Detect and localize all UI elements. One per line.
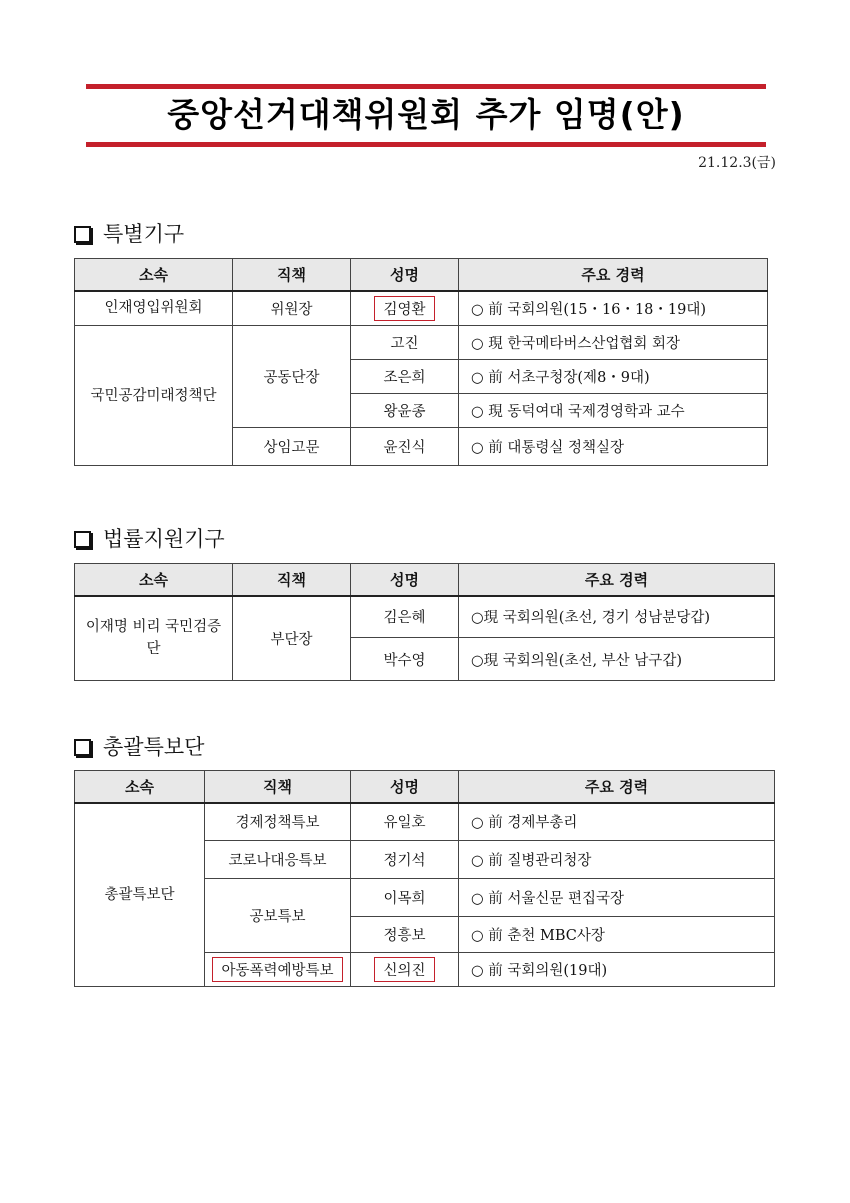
col-header-name: 성명	[351, 259, 459, 291]
name-cell: 정기석	[351, 841, 459, 879]
position-cell: 부단장	[233, 596, 351, 681]
name-cell: 윤진식	[351, 428, 459, 466]
career-cell: ○ 前 국회의원(19대)	[459, 953, 775, 987]
table-special	[74, 258, 768, 466]
career-cell: ○ 前 국회의원(15・16・18・19대)	[459, 291, 768, 326]
col-header-career: 주요 경력	[459, 771, 775, 803]
table-legal	[74, 563, 775, 681]
table-row	[75, 326, 768, 360]
career-cell: ○現 국회의원(초선, 부산 남구갑)	[459, 638, 775, 681]
table-row	[75, 291, 768, 326]
col-header-position: 직책	[205, 771, 351, 803]
career-cell: ○ 前 춘천 MBC사장	[459, 917, 775, 953]
col-header-name: 성명	[351, 771, 459, 803]
checkbox-square-icon	[74, 531, 91, 548]
col-header-affiliation: 소속	[75, 771, 205, 803]
section-heading-special	[74, 218, 184, 248]
section-heading-label: 법률지원기구	[103, 527, 225, 551]
section-heading-label: 총괄특보단	[103, 735, 205, 759]
position-cell	[205, 953, 351, 987]
name-cell: 유일호	[351, 803, 459, 841]
highlighted-position: 아동폭력예방특보	[212, 957, 342, 982]
highlighted-name: 김영환	[374, 296, 434, 321]
title-block	[86, 84, 766, 147]
career-cell: ○ 前 질병관리청장	[459, 841, 775, 879]
career-cell: ○ 現 동덕여대 국제경영학과 교수	[459, 394, 768, 428]
col-header-position: 직책	[233, 564, 351, 596]
checkbox-square-icon	[74, 739, 91, 756]
name-cell: 왕윤종	[351, 394, 459, 428]
col-header-name: 성명	[351, 564, 459, 596]
name-cell: 고진	[351, 326, 459, 360]
career-cell: ○ 前 대통령실 정책실장	[459, 428, 768, 466]
position-cell: 상임고문	[233, 428, 351, 466]
career-cell: ○現 국회의원(초선, 경기 성남분당갑)	[459, 596, 775, 638]
position-cell: 공동단장	[233, 326, 351, 428]
col-header-affiliation: 소속	[75, 564, 233, 596]
col-header-affiliation: 소속	[75, 259, 233, 291]
checkbox-square-icon	[74, 226, 91, 243]
col-header-career: 주요 경력	[459, 564, 775, 596]
name-cell: 정흥보	[351, 917, 459, 953]
affiliation-cell: 국민공감미래정책단	[75, 326, 233, 466]
name-cell	[351, 291, 459, 326]
section-heading-special-aides	[74, 731, 204, 761]
col-header-career: 주요 경력	[459, 259, 768, 291]
name-cell: 김은혜	[351, 596, 459, 638]
name-cell: 조은희	[351, 360, 459, 394]
affiliation-cell: 총괄특보단	[75, 803, 205, 987]
name-cell	[351, 953, 459, 987]
highlighted-name: 신의진	[374, 957, 434, 982]
career-cell: ○ 前 서초구청장(제8・9대)	[459, 360, 768, 394]
title-bottom-rule	[86, 142, 766, 147]
table-special-aides	[74, 770, 775, 987]
career-cell: ○ 前 경제부총리	[459, 803, 775, 841]
section-heading-label: 특별기구	[103, 222, 185, 246]
col-header-position: 직책	[233, 259, 351, 291]
section-heading-legal	[74, 523, 225, 553]
page-title: 중앙선거대책위원회 추가 임명(안)	[167, 95, 685, 134]
career-cell: ○ 前 서울신문 편집국장	[459, 879, 775, 917]
document-date: 21.12.3(금)	[698, 155, 776, 171]
position-cell: 코로나대응특보	[205, 841, 351, 879]
table-row	[75, 596, 775, 638]
affiliation-cell: 인재영입위원회	[75, 291, 233, 326]
position-cell: 공보특보	[205, 879, 351, 953]
table-row	[75, 803, 775, 841]
position-cell: 위원장	[233, 291, 351, 326]
affiliation-cell: 이재명 비리 국민검증단	[75, 596, 233, 681]
position-cell: 경제정책특보	[205, 803, 351, 841]
name-cell: 박수영	[351, 638, 459, 681]
career-cell: ○ 現 한국메타버스산업협회 회장	[459, 326, 768, 360]
name-cell: 이목희	[351, 879, 459, 917]
